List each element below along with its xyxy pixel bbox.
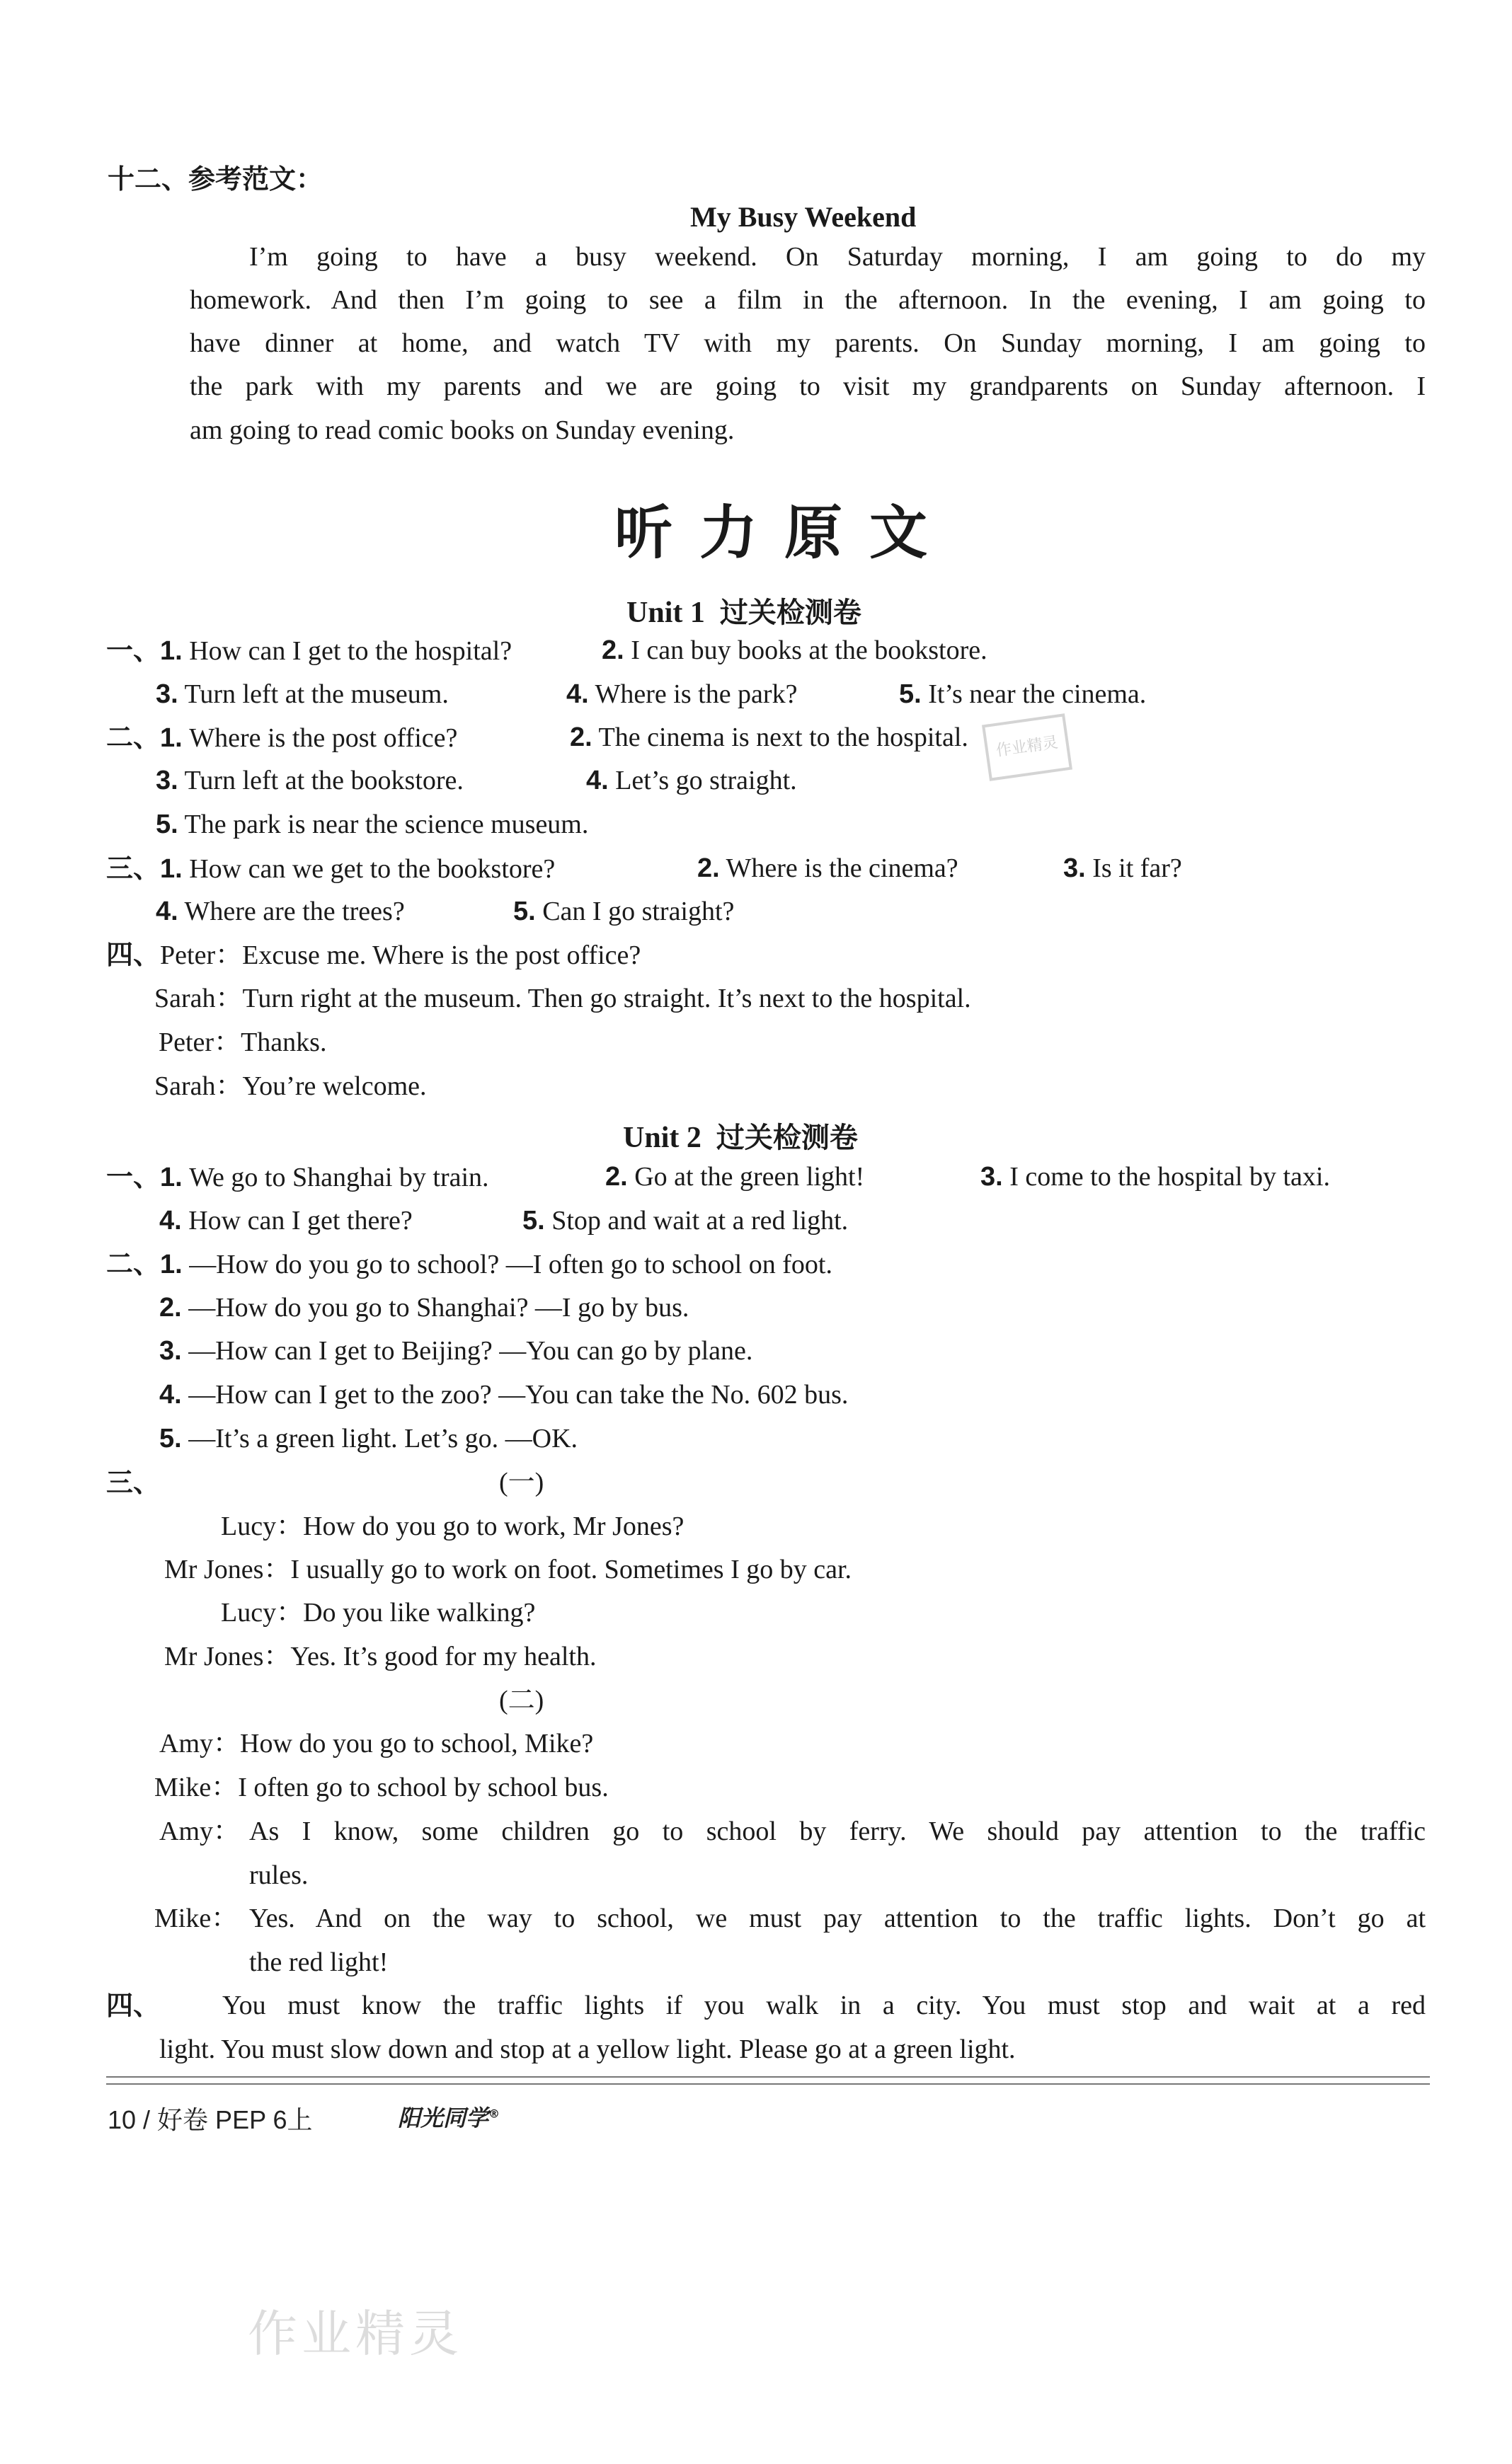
- unit1-s2-line2: 3. Turn left at the bookstore.: [156, 766, 464, 795]
- unit2-s2-line3: 3. —How can I get to Beijing? —You can go by plane.: [159, 1336, 753, 1366]
- unit1-s3-line1: 三、1. How can we get to the bookstore?: [106, 853, 556, 884]
- unit1-s1-line1-b: 2. I can buy books at the bookstore.: [602, 635, 987, 665]
- unit2-s3-line7-cont: rules.: [249, 1860, 309, 1890]
- unit2-s3-line7-text: As I know, some children go to school by ferry. We should pay attention to the traffic: [249, 1817, 1426, 1846]
- unit1-s1-line1: 一、1. How can I get to the hospital?: [106, 635, 512, 666]
- unit2-s3-line8-text: Yes. And on the way to school, we must pay attention to the traffic lights. Don’t go at: [249, 1904, 1426, 1933]
- unit2-s4-line1: You must know the traffic lights if you walk in a city. You must stop and wait at a red: [222, 1991, 1426, 2020]
- unit2-s1-line1-b: 2. Go at the green light!: [605, 1162, 865, 1192]
- unit2-s4-label: 四、: [106, 1990, 161, 2021]
- unit1-s2-line1-b: 2. The cinema is next to the hospital.: [570, 722, 968, 752]
- unit2-s3-label: 三、: [106, 1467, 161, 1498]
- essay-line-4: the park with my parents and we are going to visit my grandparents on Sunday afternoon. I: [190, 372, 1426, 401]
- essay-title: My Busy Weekend: [690, 201, 917, 233]
- footer-page-info: 10 / 好卷 PEP 6上: [108, 2105, 313, 2134]
- unit1-s1-line2-b: 4. Where is the park?: [566, 679, 798, 709]
- unit2-s3-line6: Mike：I often go to school by school bus.: [154, 1773, 609, 1802]
- unit2-s1-line1-c: 3. I come to the hospital by taxi.: [980, 1162, 1330, 1192]
- unit2-s2-line2: 2. —How do you go to Shanghai? —I go by bus.: [159, 1293, 689, 1323]
- essay-line-3: have dinner at home, and watch TV with my parents. On Sunday morning, I am going to: [190, 328, 1426, 358]
- unit1-s4-line3: Peter：Thanks.: [159, 1027, 327, 1057]
- unit2-s3-part2: (二): [499, 1686, 544, 1715]
- unit2-s3-line1: Lucy：How do you go to work, Mr Jones?: [221, 1512, 685, 1541]
- footer-rule: [106, 2076, 1430, 2085]
- watermark-text: 作业精灵: [248, 2305, 463, 2363]
- unit1-s4-line1: 四、Peter：Excuse me. Where is the post office?: [106, 939, 641, 970]
- unit2-s1-line2-b: 5. Stop and wait at a red light.: [522, 1206, 849, 1236]
- unit1-s2-line2-b: 4. Let’s go straight.: [586, 766, 797, 795]
- unit1-s1-line2: 3. Turn left at the museum.: [156, 679, 449, 709]
- unit2-s2-line5: 5. —It’s a green light. Let’s go. —OK.: [159, 1424, 578, 1453]
- unit1-s4-line4: Sarah：You’re welcome.: [154, 1071, 427, 1101]
- watermark-stamp: 作业精灵: [982, 713, 1072, 781]
- unit2-s3-line3: Lucy：Do you like walking?: [221, 1598, 536, 1628]
- unit2-s1-line2: 4. How can I get there?: [159, 1206, 413, 1236]
- unit1-s2-line3: 5. The park is near the science museum.: [156, 810, 589, 839]
- unit1-s2-line1: 二、1. Where is the post office?: [106, 722, 458, 753]
- unit2-s4-line2: light. You must slow down and stop at a yellow light. Please go at a green light.: [159, 2034, 1016, 2064]
- essay-line-1: I’m going to have a busy weekend. On Saturday morning, I am going to do my: [249, 242, 1426, 272]
- unit2-s3-line8-cont: the red light!: [249, 1947, 389, 1977]
- unit2-s1-line1: 一、1. We go to Shanghai by train.: [106, 1161, 489, 1192]
- unit2-s3-line2: Mr Jones：I usually go to work on foot. Sometimes I go by car.: [164, 1555, 852, 1584]
- unit1-title: Unit 1 过关检测卷: [626, 597, 861, 629]
- unit1-s3-line2-b: 5. Can I go straight?: [513, 897, 735, 926]
- essay-line-2: homework. And then I’m going to see a film in the afternoon. In the evening, I am going to: [190, 285, 1426, 315]
- unit1-s3-line1-c: 3. Is it far?: [1063, 853, 1182, 883]
- unit2-s3-line8: Mike：: [154, 1904, 239, 1933]
- unit2-s3-line4: Mr Jones：Yes. It’s good for my health.: [164, 1642, 597, 1671]
- unit2-s2-line4: 4. —How can I get to the zoo? —You can take the No. 602 bus.: [159, 1380, 849, 1410]
- unit1-s4-line2: Sarah：Turn right at the museum. Then go straight. It’s next to the hospital.: [154, 984, 971, 1013]
- unit1-s1-line2-c: 5. It’s near the cinema.: [899, 679, 1147, 709]
- essay-line-5: am going to read comic books on Sunday evening.: [190, 415, 735, 445]
- brand-logo: 阳光同学®: [398, 2105, 500, 2131]
- page-title: 听力原文: [614, 500, 955, 567]
- unit2-s3-line7: Amy：: [159, 1817, 241, 1846]
- unit2-s2-line1: 二、1. —How do you go to school? —I often go to school on foot.: [106, 1248, 832, 1279]
- unit1-s3-line2: 4. Where are the trees?: [156, 897, 405, 926]
- unit1-s3-line1-b: 2. Where is the cinema?: [697, 853, 958, 883]
- unit2-title: Unit 2 过关检测卷: [623, 1122, 858, 1154]
- unit2-s3-part1: (一): [499, 1468, 544, 1497]
- unit2-s3-line5: Amy：How do you go to school, Mike?: [159, 1729, 594, 1758]
- essay-heading: 十二、参考范文：: [108, 163, 323, 195]
